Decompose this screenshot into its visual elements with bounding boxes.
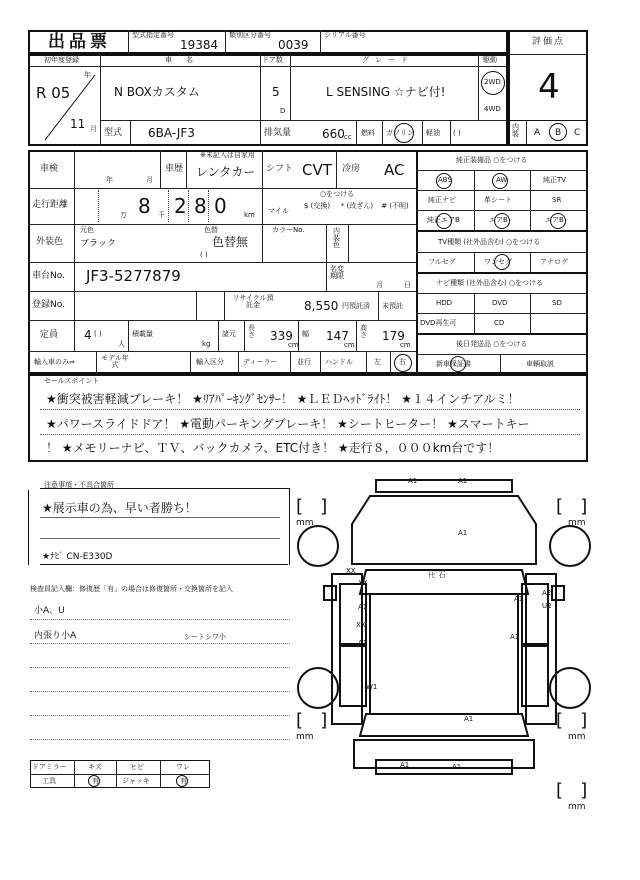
damage-trunk: A1 <box>464 715 474 723</box>
handle-right: 右 <box>399 358 406 366</box>
fuel-bracket: ( ) <box>453 129 461 137</box>
damage-left-rear-door: A1 <box>358 639 368 647</box>
sales-line-1: ★衝突被害軽減ブレーキ！ ★ﾘｱﾊﾟｰｷﾝｸﾞｾﾝｻｰ！ ★ＬＥＤﾍｯﾄﾞﾗｲﾄ！ ★１４インチアルミ！ <box>46 392 520 406</box>
shift-value: CVT <box>302 161 332 179</box>
displacement-label: 排気量 <box>264 128 292 138</box>
displacement-value: 660 <box>322 127 345 141</box>
first-reg-label: 初年度登録 <box>44 56 79 64</box>
damage-left-front-door: A1 <box>358 603 368 611</box>
mm-bracket-rr: [ ] <box>556 710 588 731</box>
rating-value: 4 <box>538 67 560 107</box>
color-no-label: 色替 <box>204 226 218 234</box>
inspector-label: 検査員記入欄：修復歴「有」の場合は修復箇所・交換箇所を記入 <box>30 585 233 593</box>
history-label: 車歴 <box>165 164 184 174</box>
inspector-line-2b: シートシワ小 <box>184 633 226 641</box>
equip-navi: 純正ナビ <box>428 196 456 204</box>
legend-h4: ワレ <box>176 763 190 771</box>
tv-oneseg: ワンセグ <box>484 258 512 266</box>
recycle-unit: 円預託済 <box>342 302 370 310</box>
navi-dvd: DVD <box>492 299 508 307</box>
mileage-man: 万 <box>120 211 127 219</box>
class-no: 0039 <box>278 38 309 52</box>
capacity-label: 定員 <box>40 330 59 340</box>
recycle-label: リサイクル預託金 <box>232 294 274 309</box>
sales-label: セールスポイント <box>44 377 100 385</box>
mm-bracket-fl: [ ] <box>296 496 328 517</box>
int-b: B <box>555 128 562 138</box>
sales-line-2: ★パワースライドドア！ ★電動パーキングブレーキ！ ★シートヒーター！ ★スマートキー <box>46 417 530 431</box>
navi-dvd-play: DVD再生可 <box>420 319 457 327</box>
import-label: 輸入車のみ⇒ <box>34 358 75 366</box>
mile: マイル <box>268 207 289 215</box>
first-reg-year: R 05 <box>36 84 71 102</box>
legend-r4-circle <box>176 775 188 787</box>
fuel-circle <box>394 123 414 143</box>
mm-spare: mm <box>568 802 586 812</box>
mm-rr: mm <box>568 732 586 742</box>
serial-label: シリアル番号 <box>324 31 366 39</box>
length-value: 339 <box>270 329 293 343</box>
doors-sub: D <box>280 107 286 115</box>
car-name-label: 車名 <box>165 56 207 64</box>
doors-label: ドア数 <box>262 56 283 64</box>
equip-airbag-2: エアB <box>489 216 508 224</box>
equip-abs: ABS <box>438 176 452 184</box>
legend-r3: ジャッキ <box>122 777 150 785</box>
equip-leather: 革シート <box>484 196 512 204</box>
chassis-value: JF3-5277879 <box>86 267 181 285</box>
mileage-digit-3: 8 <box>194 194 207 218</box>
handle-label: ハンドル <box>325 358 353 366</box>
mm-rl: mm <box>296 732 314 742</box>
drive-2wd: 2WD <box>484 78 501 86</box>
displacement-unit: cc <box>344 133 352 141</box>
tv-fullseg: フルセグ <box>428 258 456 266</box>
mm-bracket-fr: [ ] <box>556 496 588 517</box>
width-cm: cm <box>344 341 355 349</box>
color-paren: ( ) <box>200 251 208 259</box>
later-manual: 車輌取説 <box>526 360 554 368</box>
mileage-label: 走行距離 <box>32 200 69 210</box>
length-label: 長さ <box>248 324 255 339</box>
notes-line-1: ★展示車の為、早い者勝ち！ <box>42 501 197 515</box>
legend-h3: ヒビ <box>130 763 144 771</box>
damage-left-rear-wheel: W1 <box>366 683 378 691</box>
notes-line-2: ★ﾅﾋﾞ CN-E330D <box>42 552 113 562</box>
equip-aw-circle <box>492 173 508 189</box>
doors-value: 5 <box>272 85 280 99</box>
height-cm: cm <box>400 341 411 349</box>
width-value: 147 <box>326 329 349 343</box>
legend-r4: 有 <box>180 777 187 785</box>
first-reg-month: 11 <box>70 117 86 131</box>
history-value: レンタカー <box>196 165 256 179</box>
transfer-month: 月 <box>376 281 383 289</box>
damage-rear-bumper-2: A1 <box>452 763 462 771</box>
legend-r1: 工具 <box>42 777 56 785</box>
dims-label: 諸元 <box>222 330 236 338</box>
ac-value: AC <box>384 161 405 179</box>
equip-airbag-1: 純正エアB <box>427 216 460 224</box>
damage-right-rear-door: A1 <box>510 633 520 641</box>
tamper: * (改ざん) <box>340 202 374 210</box>
notes-label: 注意事項・不具合箇所 <box>44 481 114 489</box>
dealer: ディーラー <box>243 358 278 366</box>
rating-label: 評価点 <box>532 37 566 47</box>
ac-label: 冷房 <box>342 164 361 174</box>
damage-front-bumper-1: A1 <box>408 477 418 485</box>
damage-hood: A1 <box>458 529 468 537</box>
tv-analog: アナログ <box>540 258 568 266</box>
damage-right-front-door: A1 <box>514 595 524 603</box>
equip-abs-circle <box>436 173 452 189</box>
grade-value: L SENSING ☆ナビ付! <box>326 85 446 99</box>
year-suffix: 年 <box>84 71 91 79</box>
handle-left: 左 <box>374 358 381 366</box>
damage-right-a2: A2 <box>542 589 552 597</box>
exterior-label: 外装色 <box>36 237 64 247</box>
mileage-sen: 千 <box>158 211 165 219</box>
month-suffix: 月 <box>90 125 97 133</box>
damage-right-u2: U2 <box>542 602 552 610</box>
orig-color: ブラック <box>80 239 116 249</box>
navi-cd: CD <box>494 319 505 327</box>
width-label: 幅 <box>302 330 309 338</box>
sheet-title: 出品票 <box>48 32 111 52</box>
int-a: A <box>534 128 541 138</box>
mm-fl: mm <box>296 518 314 528</box>
legend-r2: 有 <box>92 777 99 785</box>
unknown: # (不明) <box>381 202 409 210</box>
model-label: 型式 <box>104 128 123 138</box>
later-warranty: 新車保証書 <box>436 360 471 368</box>
inspector-line-2: 内張り小A <box>34 631 77 641</box>
orig-color-label: 元色 <box>80 226 94 234</box>
capacity-paren: ( ) <box>94 330 102 338</box>
interior-frame <box>508 120 588 146</box>
equip-airbag-3: エアB <box>545 216 564 224</box>
navi-sd: SD <box>552 299 562 307</box>
recycle-pending: 未預託 <box>382 302 403 310</box>
damage-left-rear-xx: XX <box>356 621 366 629</box>
equip-airbag-1-circle <box>436 213 452 229</box>
color-change: 色替無 <box>212 235 249 249</box>
type-no: 19384 <box>180 38 219 52</box>
damage-left-front-xx: XX <box>346 567 356 575</box>
shift-label: シフト <box>266 164 294 174</box>
damage-left-front-xx-2: XX <box>358 579 368 587</box>
navi-hdd: HDD <box>436 299 453 307</box>
fuel-label: 燃料 <box>361 129 375 137</box>
class-no-label: 類別区分番号 <box>229 31 271 39</box>
later-title: 後日発送品 ○をつける <box>456 340 528 348</box>
model-year-label: モデル年式 <box>101 354 129 369</box>
legend-h1: ドアミラー <box>32 763 67 771</box>
int-c: C <box>574 128 581 138</box>
mm-bracket-rl: [ ] <box>296 710 328 731</box>
equip-airbag-2-circle <box>494 213 510 229</box>
height-value: 179 <box>382 329 405 343</box>
legend-r2-circle <box>88 775 100 787</box>
registration-label: 登録No. <box>32 300 65 310</box>
inspection-year: 年 <box>106 176 113 184</box>
car-diagram <box>296 474 596 794</box>
mileage-digit-4: 0 <box>214 194 227 218</box>
mileage-km: km <box>244 211 255 219</box>
mm-bracket-spare: [ ] <box>556 780 588 801</box>
recycle-value: 8,550 <box>304 299 339 313</box>
equip-aw: AW <box>496 176 508 184</box>
later-warranty-circle <box>450 356 466 372</box>
interior-color-label: 内装色 <box>333 227 340 249</box>
fuel-value: ガソリン <box>386 129 414 137</box>
length-cm: cm <box>288 341 299 349</box>
grade-label: グレード <box>362 56 414 64</box>
mm-fr: mm <box>568 518 586 528</box>
drive-label: 駆動 <box>483 56 497 64</box>
damage-rear-bumper-1: A1 <box>400 761 410 769</box>
equip-airbag-3-circle <box>550 213 566 229</box>
equip-tv: 純正TV <box>543 176 567 184</box>
mileage-digit-1: 8 <box>138 194 151 218</box>
chassis-label: 車台No. <box>32 271 65 281</box>
height-label: 高さ <box>360 324 367 339</box>
import-div-label: 輸入区分 <box>196 358 224 366</box>
interior-label: 内装 <box>512 123 519 138</box>
exchange: $ (交換) <box>303 202 331 210</box>
type-no-label: 型式指定番号 <box>132 31 174 39</box>
model-value: 6BA-JF3 <box>148 126 195 140</box>
light-oil: 軽油 <box>426 129 440 137</box>
transfer-label: 名変期限 <box>330 265 344 280</box>
history-note: ※未記入は自家用 <box>200 151 255 159</box>
mileage-digit-2: 2 <box>174 194 187 218</box>
inspection-month: 月 <box>146 176 153 184</box>
inspector-line-1: 小A、U <box>34 606 65 616</box>
damage-front-bumper-2: A1 <box>458 477 468 485</box>
transfer-day: 日 <box>404 281 411 289</box>
parallel: 並行 <box>297 358 311 366</box>
drive-4wd: 4WD <box>484 105 501 113</box>
equip-sr: SR <box>552 196 562 204</box>
handle-right-circle <box>394 354 412 372</box>
load-kg: kg <box>202 340 211 348</box>
damage-windshield-chip: ﾄﾋﾞ石 <box>428 571 446 579</box>
navi-title: ナビ種類 (社外品含む) ○をつける <box>436 279 544 287</box>
tv-title: TV種類 (社外品含む) ○をつける <box>438 238 541 246</box>
capacity-person: 人 <box>118 340 125 348</box>
sales-line-3: ！ ★メモリーナビ、ＴＶ、バックカメラ、ETC付き！ ★走行８，０００km台です！ <box>46 441 500 455</box>
equip-title: 純正装備品 ○をつける <box>456 156 528 164</box>
circle-note: ○をつける <box>320 190 355 198</box>
legend-h2: キズ <box>88 763 102 771</box>
car-name: N BOXカスタム <box>114 85 200 99</box>
tv-oneseg-circle <box>494 254 510 270</box>
color-code-label: カラーNo. <box>272 226 305 234</box>
inspection-label: 車検 <box>40 164 59 174</box>
capacity-value: 4 <box>84 328 92 342</box>
load-label: 積載量 <box>132 330 153 338</box>
